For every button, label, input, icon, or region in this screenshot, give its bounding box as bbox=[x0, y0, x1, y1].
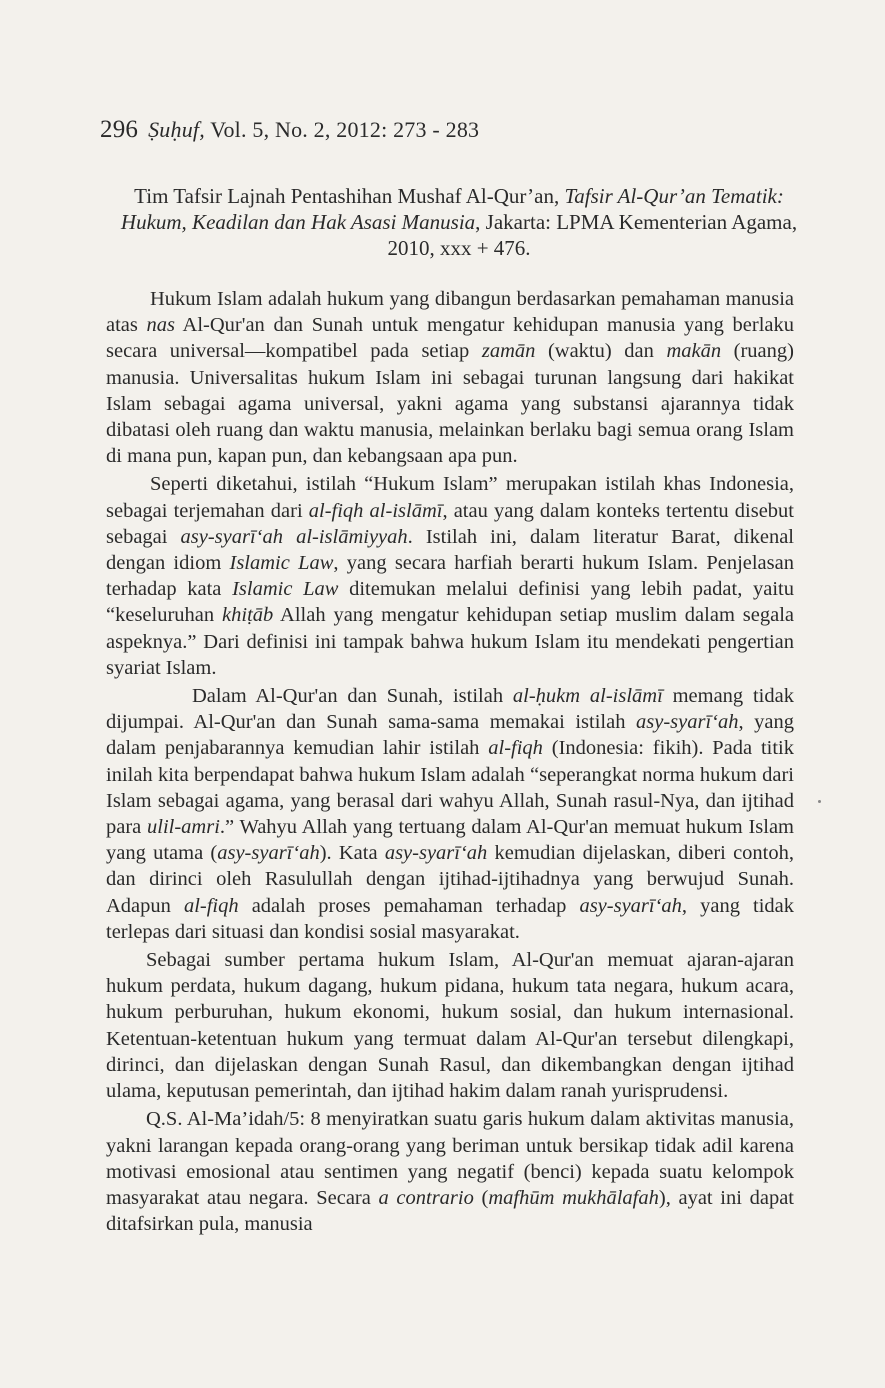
paragraph bbox=[106, 1106, 794, 1237]
book-title: Tafsir Al-Qur’an Tematik: Hukum, Keadilan dan Hak Asasi Manusia bbox=[120, 184, 784, 234]
body-text bbox=[106, 286, 794, 1237]
italic-term: al-fiqh bbox=[488, 737, 543, 760]
text-run: , atau yang dalam konteks tertentu disebut sebagai bbox=[106, 499, 794, 548]
page-number: 296 bbox=[100, 116, 139, 143]
italic-term: nas bbox=[146, 314, 176, 337]
italic-term: asy-syarī‘ah bbox=[636, 711, 739, 734]
text-run: kemudian dijelaskan, diberi contoh, dan dirinci oleh Rasulullah dengan ijtihad-ijtihadnya yang berwujud Sunah. Adapun bbox=[106, 842, 795, 917]
text-run: Hukum Islam adalah hukum yang dibangun berdasarkan pemahaman manusia atas bbox=[106, 288, 794, 337]
italic-term: asy-syarī‘ah bbox=[579, 894, 682, 917]
paragraph bbox=[106, 947, 794, 1104]
italic-term: al-fiqh al-islāmī bbox=[308, 499, 443, 522]
italic-term: zamān bbox=[481, 340, 536, 363]
paragraph bbox=[106, 471, 794, 681]
italic-term: khiṭāb bbox=[222, 604, 274, 627]
text-run: Al-Qur'an dan Sunah untuk mengatur kehidupan manusia yang berlaku secara universal—kompatibel pada setiap bbox=[106, 314, 795, 363]
text-run: Q.S. Al-Ma’idah/5: 8 menyiratkan suatu garis hukum dalam aktivitas manusia, yakni larangan kepada orang-orang yang beriman untuk bersikap tidak adil karena motivasi emosional atau sentimen yang negatif (benci) kepada suatu kelompok masyarakat atau negara. Secara bbox=[106, 1108, 794, 1209]
text-run: ( bbox=[473, 1186, 489, 1209]
text-run: Seperti diketahui, istilah “Hukum Islam” merupakan istilah khas Indonesia, sebagai terjemahan dari bbox=[106, 473, 794, 522]
italic-term: Islamic Law bbox=[229, 552, 334, 575]
italic-term: mafhūm mukhālafah bbox=[488, 1186, 659, 1209]
text-run: (ruang) manusia. Universalitas hukum Islam ini sebagai turunan langsung dari hakikat Islam sebagai agama universal, yakni agama yang substansi ajarannya tidak dibatasi oleh ruang dan waktu manusia, melainkan berlaku bagi semua orang Islam di mana pun, kapan pun, dan kebangsaan apa pun. bbox=[106, 340, 794, 468]
journal-name: Ṣuḥuf, bbox=[148, 117, 205, 142]
text-run: , yang tidak terlepas dari situasi dan kondisi sosial masyarakat. bbox=[106, 894, 795, 943]
text-run: (waktu) dan bbox=[535, 340, 667, 363]
text-run: Allah yang mengatur kehidupan setiap muslim dalam segala aspeknya.” Dari definisi ini tampak bahwa hukum Islam itu mendekati pengertian syariat Islam. bbox=[106, 604, 794, 679]
italic-term: Islamic Law bbox=[232, 578, 339, 601]
journal-citation: Vol. 5, No. 2, 2012: 273 - 283 bbox=[210, 117, 480, 142]
text-run: .” Wahyu Allah yang tertuang dalam Al-Qur'an memuat hukum Islam yang utama ( bbox=[106, 816, 794, 865]
book-publisher: , Jakarta: LPMA Kementerian Agama, 2010, xxx + 476. bbox=[387, 210, 798, 260]
book-authors: Tim Tafsir Lajnah Pentashihan Mushaf Al-Qur’an, bbox=[134, 184, 565, 208]
text-run: , yang dalam penjabarannya kemudian lahir istilah bbox=[106, 711, 794, 760]
text-run: ), ayat ini dapat ditafsirkan pula, manusia bbox=[106, 1186, 794, 1236]
italic-term: al-ḥukm al-islāmī bbox=[512, 685, 663, 708]
text-run: memang tidak dijumpai. Al-Qur'an dan Sunah sama-sama memakai istilah bbox=[106, 685, 794, 734]
text-run: adalah proses pemahaman terhadap bbox=[238, 894, 580, 917]
paragraph bbox=[106, 286, 794, 469]
italic-term: asy-syarī‘ah bbox=[384, 842, 488, 865]
text-run: ditemukan melalui definisi yang lebih padat, yaitu “keseluruhan bbox=[106, 578, 794, 627]
text-run: Sebagai sumber pertama hukum Islam, Al-Qur'an memuat ajaran-ajaran hukum perdata, hukum dagang, hukum pidana, hukum tata negara, hukum acara, hukum perburuhan, hukum ekonomi, hukum sosial, dan hukum internasional. Ketentuan-ketentuan hukum yang termuat dalam Al-Qur'an tersebut dilengkapi, dirinci, dan dijelaskan dengan Sunah Rasul, dan dikembangkan dengan ijtihad ulama, keputusan pemerintah, dan ijtihad hakim dalam ranah yurisprudensi. bbox=[106, 949, 794, 1103]
text-run: ). Kata bbox=[319, 842, 385, 865]
italic-term: makān bbox=[666, 340, 722, 363]
text-run: . Istilah ini, dalam literatur Barat, dikenal dengan idiom bbox=[106, 525, 794, 575]
paragraph bbox=[106, 683, 794, 945]
italic-term: ulil-amri bbox=[147, 816, 220, 839]
text-run: , yang secara harfiah berarti hukum Islam. Penjelasan terhadap kata bbox=[106, 552, 794, 601]
italic-term: asy-syarī‘ah bbox=[217, 842, 320, 865]
italic-term: a contrario bbox=[378, 1186, 474, 1209]
running-header bbox=[100, 116, 479, 144]
text-run: (Indonesia: fikih). Pada titik inilah kita berpendapat bahwa hukum Islam adalah “seperangkat norma hukum dari Islam sebagai agama, yang berasal dari wahyu Allah, Sunah rasul-Nya, dan ijtihad para bbox=[106, 737, 794, 839]
text-run: Dalam Al-Qur'an dan Sunah, istilah bbox=[192, 685, 513, 708]
book-reference bbox=[118, 183, 800, 261]
italic-term: al-fiqh bbox=[183, 894, 239, 917]
scan-speck bbox=[818, 800, 821, 803]
italic-term: asy-syarī‘ah al-islāmiyyah bbox=[180, 525, 408, 548]
